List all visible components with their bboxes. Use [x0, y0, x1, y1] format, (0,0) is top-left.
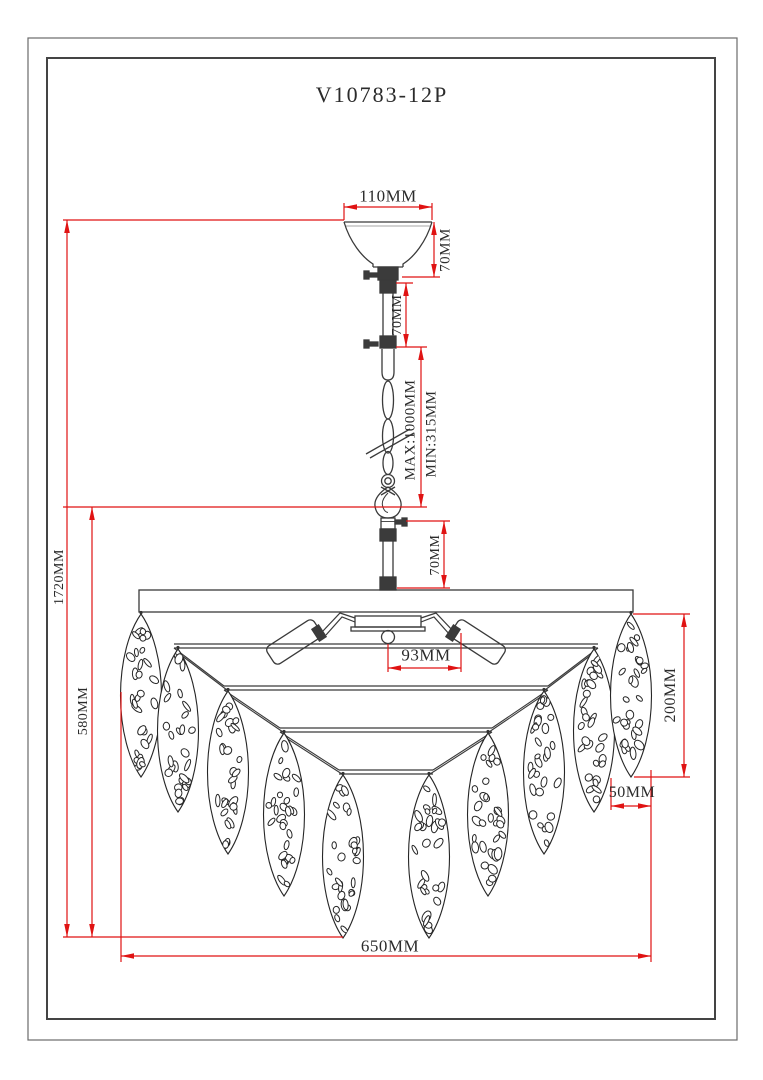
- hook-assembly: [375, 487, 407, 529]
- chain-clevis: [382, 349, 394, 380]
- chandelier-fixture: [121, 222, 652, 938]
- dim-chain-max-label: MAX:1000MM: [402, 379, 419, 481]
- mount-knob: [382, 631, 395, 644]
- dim-stem-lower-label: 70MM: [428, 534, 443, 576]
- chain-link: [383, 381, 394, 419]
- dim-stem-upper-label: 70MM: [390, 294, 405, 336]
- crystal-leaf: [323, 772, 364, 938]
- bulb-socket: [449, 618, 507, 666]
- crystal-leaf: [121, 611, 162, 777]
- dim-chain-min-label: MIN:315MM: [423, 390, 440, 478]
- mount-bar: [355, 616, 421, 627]
- chain-link: [383, 452, 393, 475]
- lamp-socket-left: [265, 613, 355, 666]
- dim-canopy-width-label: 110MM: [359, 186, 417, 206]
- dim-canopy-width: [344, 203, 432, 220]
- dim-body-width-label: 650MM: [360, 936, 420, 956]
- dim-total-height-label: 1720MM: [52, 549, 67, 605]
- dim-body-height-label: 580MM: [76, 686, 91, 736]
- chain-ring-inner: [385, 478, 391, 484]
- center-mount: [351, 616, 425, 644]
- set-screw-top: [364, 271, 378, 279]
- drawing-title: V10783-12P: [315, 82, 449, 107]
- dim-canopy-height-label: 70MM: [437, 228, 454, 272]
- crystal-leaf: [158, 646, 199, 812]
- dimension-layer: [63, 203, 690, 962]
- dimension-arrows: [64, 204, 687, 959]
- set-screw-collar: [395, 518, 407, 526]
- canopy-collar: [378, 267, 398, 280]
- dim-pendant-width-label: 50MM: [608, 784, 656, 801]
- dim-socket-offset-label: 93MM: [401, 645, 451, 665]
- bulb-socket: [265, 618, 323, 666]
- crystal-leaf: [468, 730, 509, 896]
- crystal-leaf: [524, 688, 565, 854]
- lower-stem: [380, 529, 396, 590]
- set-screw-mid: [364, 340, 378, 348]
- crystal-leaf: [611, 611, 652, 777]
- crystal-leaf: [264, 730, 305, 896]
- ceiling-canopy: [344, 222, 432, 280]
- crystal-leaf: [409, 772, 450, 938]
- dim-pendant-height-label: 200MM: [662, 667, 679, 723]
- crystal-leaf: [208, 688, 249, 854]
- chain-ring: [382, 475, 395, 488]
- top-band: [139, 590, 633, 612]
- hook-collar: [381, 518, 395, 529]
